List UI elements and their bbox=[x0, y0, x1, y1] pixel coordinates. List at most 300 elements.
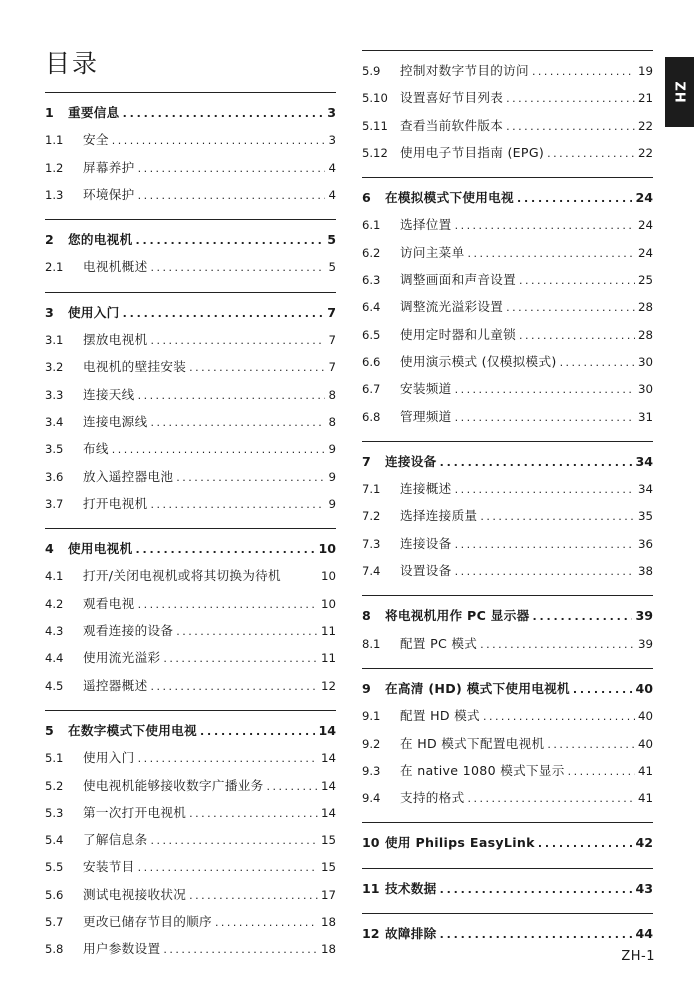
toc-chapter-block bbox=[362, 868, 653, 905]
toc-entry-title: 了解信息条 bbox=[83, 832, 148, 848]
toc-entry-number: 7.3 bbox=[362, 536, 381, 551]
toc-leader-dots bbox=[150, 334, 325, 347]
toc-leader-dots bbox=[538, 837, 633, 850]
toc-entry-title: 选择位置 bbox=[400, 217, 452, 233]
toc-entry-title: 支持的格式 bbox=[400, 790, 465, 806]
toc-entry-title: 在数字模式下使用电视 bbox=[68, 722, 197, 738]
toc-entry-number: 4.5 bbox=[45, 678, 64, 693]
toc-leader-dots bbox=[573, 683, 633, 696]
toc-entry-page: 35 bbox=[637, 509, 653, 524]
toc-entry-number: 6.5 bbox=[362, 327, 381, 342]
toc-entry-number: 6.2 bbox=[362, 245, 381, 260]
toc-chapter-block bbox=[45, 528, 336, 702]
toc-entry-title: 控制对数字节目的访问 bbox=[400, 63, 529, 78]
toc-entry-number: 3.2 bbox=[45, 360, 64, 375]
toc-entry-number: 5.7 bbox=[45, 915, 64, 930]
toc-leader-dots bbox=[138, 389, 326, 402]
toc-section-entry[interactable] bbox=[362, 214, 653, 241]
toc-chapter-block bbox=[362, 822, 653, 859]
toc-entry-number: 1 bbox=[45, 105, 54, 120]
toc-entry-page: 22 bbox=[637, 118, 653, 133]
toc-leader-dots bbox=[150, 261, 325, 274]
toc-leader-dots bbox=[189, 361, 325, 374]
toc-entry-page: 12 bbox=[320, 678, 336, 693]
toc-chapter-entry[interactable] bbox=[362, 832, 653, 859]
toc-entry-title: 连接设备 bbox=[385, 453, 437, 469]
toc-section-entry[interactable] bbox=[362, 787, 653, 814]
toc-leader-dots bbox=[440, 883, 633, 896]
toc-section-entry[interactable] bbox=[45, 129, 336, 156]
toc-leader-dots bbox=[138, 162, 326, 175]
toc-entry-number: 3.7 bbox=[45, 496, 64, 511]
toc-entry-number: 7.2 bbox=[362, 509, 381, 524]
toc-entry-page: 31 bbox=[637, 409, 653, 424]
toc-entry-page: 34 bbox=[637, 482, 653, 497]
toc-section-entry[interactable] bbox=[362, 705, 653, 732]
toc-leader-dots bbox=[135, 234, 324, 247]
toc-entry-number: 9.4 bbox=[362, 791, 381, 806]
toc-leader-dots bbox=[189, 889, 318, 902]
toc-chapter-block bbox=[362, 595, 653, 660]
toc-section-entry[interactable] bbox=[362, 87, 653, 114]
toc-entry-page: 43 bbox=[635, 880, 653, 896]
toc-entry-title: 使用定时器和儿童锁 bbox=[400, 326, 517, 342]
toc-section-entry[interactable] bbox=[362, 760, 653, 787]
toc-leader-dots bbox=[215, 916, 318, 929]
toc-entry-title: 配置 PC 模式 bbox=[400, 635, 478, 651]
toc-section-entry[interactable] bbox=[362, 269, 653, 296]
toc-section-entry[interactable] bbox=[45, 157, 336, 184]
toc-entry-number: 6.7 bbox=[362, 382, 381, 397]
toc-entry-page: 4 bbox=[328, 187, 336, 202]
toc-entry-page: 39 bbox=[635, 608, 653, 624]
toc-entry-number: 10 bbox=[362, 835, 380, 851]
toc-entry-title: 电视机概述 bbox=[83, 259, 148, 275]
toc-chapter-entry[interactable] bbox=[362, 878, 653, 905]
toc-section-entry[interactable] bbox=[362, 378, 653, 405]
toc-entry-page: 8 bbox=[328, 414, 336, 429]
toc-leader-dots bbox=[506, 301, 635, 314]
toc-leader-dots bbox=[440, 456, 633, 469]
toc-chapter-entry[interactable] bbox=[362, 605, 653, 632]
toc-leader-dots bbox=[163, 652, 318, 665]
toc-entry-page: 38 bbox=[637, 564, 653, 579]
toc-entry-title: 放入遥控器电池 bbox=[83, 468, 174, 484]
toc-entry-number: 5.4 bbox=[45, 833, 64, 848]
toc-leader-dots bbox=[517, 192, 633, 205]
toc-leader-dots bbox=[138, 861, 318, 874]
toc-entry-page: 28 bbox=[637, 300, 653, 315]
toc-entry-number: 1.3 bbox=[45, 187, 64, 202]
toc-entry-number: 5.11 bbox=[362, 118, 388, 133]
toc-leader-dots bbox=[455, 219, 635, 232]
toc-leader-dots bbox=[163, 943, 318, 956]
page-number-footer: ZH-1 bbox=[621, 949, 655, 964]
toc-entry-title: 遥控器概述 bbox=[83, 677, 148, 693]
toc-entry-page: 3 bbox=[328, 133, 336, 148]
toc-chapter-block bbox=[362, 177, 653, 433]
toc-entry-number: 6.6 bbox=[362, 354, 381, 369]
toc-leader-dots bbox=[189, 807, 318, 820]
toc-entry-title: 摆放电视机 bbox=[83, 332, 148, 348]
toc-entry-page: 14 bbox=[320, 778, 336, 793]
toc-entry-page: 14 bbox=[318, 722, 336, 738]
toc-entry-number: 5.9 bbox=[362, 64, 381, 78]
toc-entry-number: 5.12 bbox=[362, 145, 388, 160]
toc-section-entry[interactable] bbox=[362, 505, 653, 532]
toc-entry-number: 5.1 bbox=[45, 751, 64, 766]
toc-entry-page: 5 bbox=[328, 260, 336, 275]
toc-section-entry[interactable] bbox=[45, 438, 336, 465]
toc-entry-number: 4 bbox=[45, 541, 54, 557]
toc-chapter-entry[interactable] bbox=[45, 538, 336, 565]
toc-entry-number: 9.1 bbox=[362, 709, 381, 724]
toc-entry-page: 41 bbox=[637, 763, 653, 778]
toc-entry-number: 3.4 bbox=[45, 414, 64, 429]
toc-leader-dots bbox=[568, 765, 635, 778]
toc-leader-dots bbox=[138, 598, 318, 611]
toc-entry-title: 设置喜好节目列表 bbox=[400, 90, 504, 106]
toc-leader-dots bbox=[455, 538, 635, 551]
toc-leader-dots bbox=[150, 680, 318, 693]
toc-entry-number: 2 bbox=[45, 232, 54, 248]
toc-leader-dots bbox=[455, 565, 635, 578]
toc-section-entry[interactable] bbox=[45, 775, 336, 802]
toc-entry-page: 7 bbox=[327, 304, 336, 320]
toc-leader-dots bbox=[112, 443, 326, 456]
toc-section-entry[interactable] bbox=[362, 242, 653, 269]
language-tab bbox=[665, 57, 694, 127]
toc-entry-number: 6.1 bbox=[362, 218, 381, 233]
toc-chapter-entry[interactable] bbox=[362, 451, 653, 478]
toc-entry-number: 6 bbox=[362, 190, 371, 206]
toc-leader-dots bbox=[112, 134, 326, 147]
toc-leader-dots bbox=[467, 792, 635, 805]
toc-entry-page: 10 bbox=[320, 596, 336, 611]
toc-entry-title: 布线 bbox=[83, 441, 109, 457]
toc-chapter-entry[interactable] bbox=[45, 302, 336, 329]
toc-section-entry[interactable] bbox=[45, 884, 336, 911]
toc-entry-number: 5.8 bbox=[45, 942, 64, 957]
toc-leader-dots bbox=[200, 725, 316, 738]
toc-leader-dots bbox=[455, 383, 635, 396]
toc-leader-dots bbox=[506, 120, 635, 133]
toc-section-entry[interactable] bbox=[45, 256, 336, 283]
toc-section-entry[interactable] bbox=[362, 560, 653, 587]
toc-entry-number: 3.6 bbox=[45, 469, 64, 484]
toc-chapter-block bbox=[362, 668, 653, 814]
toc-entry-page: 14 bbox=[320, 805, 336, 820]
toc-entry-title: 在 HD 模式下配置电视机 bbox=[400, 735, 545, 751]
toc-section-entry[interactable] bbox=[362, 633, 653, 660]
toc-entry-title: 观看连接的设备 bbox=[83, 623, 174, 639]
toc-entry-number: 9.3 bbox=[362, 763, 381, 778]
toc-section-entry[interactable] bbox=[45, 466, 336, 493]
toc-section-entry[interactable] bbox=[45, 329, 336, 356]
toc-entry-page: 42 bbox=[635, 835, 653, 851]
toc-entry-number: 12 bbox=[362, 926, 380, 942]
toc-entry-title: 您的电视机 bbox=[68, 232, 133, 248]
toc-entry-page: 25 bbox=[637, 273, 653, 288]
toc-entry-number: 5.6 bbox=[45, 887, 64, 902]
toc-entry-title: 使用 Philips EasyLink bbox=[385, 835, 535, 851]
toc-section-entry[interactable] bbox=[45, 856, 336, 883]
toc-section-entry[interactable] bbox=[362, 142, 653, 169]
toc-entry-number: 3.1 bbox=[45, 333, 64, 348]
toc-entry-number: 2.1 bbox=[45, 260, 64, 275]
toc-entry-number: 3.5 bbox=[45, 442, 64, 457]
toc-leader-dots bbox=[560, 356, 635, 369]
toc-entry-number: 1.2 bbox=[45, 160, 64, 175]
toc-leader-dots bbox=[519, 329, 635, 342]
toc-chapter-entry[interactable] bbox=[362, 923, 653, 950]
toc-entry-page: 8 bbox=[328, 387, 336, 402]
toc-entry-page: 10 bbox=[320, 569, 336, 584]
toc-entry-number: 3 bbox=[45, 304, 54, 320]
toc-entry-number: 4.1 bbox=[45, 569, 64, 584]
toc-entry-page: 4 bbox=[328, 160, 336, 175]
toc-chapter-entry[interactable] bbox=[45, 229, 336, 256]
toc-entry-page: 40 bbox=[637, 709, 653, 724]
toc-entry-page: 21 bbox=[637, 91, 653, 106]
toc-leader-dots bbox=[150, 834, 318, 847]
toc-entry-title: 设置设备 bbox=[400, 563, 452, 579]
toc-chapter-entry[interactable] bbox=[362, 678, 653, 705]
toc-entry-number: 9 bbox=[362, 680, 371, 696]
toc-entry-page: 24 bbox=[637, 245, 653, 260]
toc-entry-page: 9 bbox=[328, 469, 336, 484]
toc-leader-dots bbox=[483, 710, 635, 723]
toc-leader-dots bbox=[506, 92, 635, 105]
toc-entry-title: 安全 bbox=[83, 132, 109, 148]
toc-leader-dots bbox=[547, 147, 635, 160]
toc-entry-number: 1.1 bbox=[45, 133, 64, 148]
toc-entry-title: 更改已储存节目的顺序 bbox=[83, 914, 212, 930]
toc-entry-page: 39 bbox=[637, 636, 653, 651]
toc-leader-dots bbox=[267, 780, 318, 793]
toc-entry-title: 在 native 1080 模式下显示 bbox=[400, 762, 565, 778]
toc-section-entry[interactable] bbox=[362, 115, 653, 142]
toc-entry-page: 44 bbox=[635, 926, 653, 942]
toc-entry-page: 18 bbox=[320, 942, 336, 957]
toc-leader-dots bbox=[150, 416, 325, 429]
toc-entry-number: 7.1 bbox=[362, 482, 381, 497]
toc-leader-dots bbox=[519, 274, 635, 287]
toc-entry-number: 5.5 bbox=[45, 860, 64, 875]
toc-entry-title: 调整流光溢彩设置 bbox=[400, 299, 504, 315]
toc-entry-page: 10 bbox=[318, 541, 336, 557]
toc-entry-title: 连接天线 bbox=[83, 386, 135, 402]
toc-entry-title: 管理频道 bbox=[400, 408, 452, 424]
toc-entry-page: 3 bbox=[327, 105, 336, 120]
toc-entry-page: 40 bbox=[637, 736, 653, 751]
toc-chapter-entry[interactable] bbox=[45, 102, 336, 129]
toc-entry-title: 打开/关闭电视机或将其切换为待机 bbox=[83, 568, 281, 584]
toc-entry-page: 18 bbox=[320, 915, 336, 930]
toc-entry-title: 将电视机用作 PC 显示器 bbox=[385, 608, 530, 624]
toc-entry-number: 4.2 bbox=[45, 596, 64, 611]
toc-leader-dots bbox=[480, 638, 635, 651]
toc-entry-title: 故障排除 bbox=[385, 926, 437, 942]
toc-entry-title: 用户参数设置 bbox=[83, 941, 161, 957]
toc-entry-title: 屏幕养护 bbox=[83, 159, 135, 175]
toc-entry-title: 安装频道 bbox=[400, 381, 452, 397]
toc-section-entry[interactable] bbox=[45, 675, 336, 702]
toc-section-entry[interactable] bbox=[45, 493, 336, 520]
toc-entry-title: 选择连接质量 bbox=[400, 508, 478, 524]
toc-section-entry[interactable] bbox=[45, 620, 336, 647]
toc-leader-dots bbox=[480, 510, 635, 523]
toc-entry-page: 30 bbox=[637, 354, 653, 369]
toc-leader-dots bbox=[138, 189, 326, 202]
toc-leader-dots bbox=[176, 625, 318, 638]
toc-entry-title: 使用电视机 bbox=[68, 541, 133, 557]
toc-entry-page: 22 bbox=[637, 145, 653, 160]
toc-entry-page: 14 bbox=[320, 751, 336, 766]
toc-chapter-block bbox=[362, 50, 653, 169]
toc-entry-number: 4.3 bbox=[45, 624, 64, 639]
toc-entry-page: 7 bbox=[328, 360, 336, 375]
toc-section-entry[interactable] bbox=[362, 296, 653, 323]
toc-entry-page: 5 bbox=[327, 232, 336, 248]
toc-entry-page: 9 bbox=[328, 442, 336, 457]
toc-section-entry[interactable] bbox=[45, 829, 336, 856]
toc-entry-number: 4.4 bbox=[45, 651, 64, 666]
page-title: 目录 bbox=[45, 49, 100, 78]
toc-entry-number: 5.2 bbox=[45, 778, 64, 793]
toc-section-entry[interactable] bbox=[45, 565, 336, 592]
toc-entry-title: 观看电视 bbox=[83, 595, 135, 611]
toc-entry-title: 在模拟模式下使用电视 bbox=[385, 190, 514, 206]
toc-leader-dots bbox=[440, 928, 633, 941]
toc-entry-page: 15 bbox=[320, 860, 336, 875]
toc-section-entry[interactable] bbox=[45, 802, 336, 829]
toc-section-entry[interactable] bbox=[362, 324, 653, 351]
toc-entry-number: 7.4 bbox=[362, 564, 381, 579]
toc-entry-title: 使用入门 bbox=[83, 750, 135, 766]
toc-entry-page: 28 bbox=[637, 327, 653, 342]
toc-entry-page: 30 bbox=[637, 382, 653, 397]
toc-section-entry[interactable] bbox=[45, 411, 336, 438]
toc-leader-dots bbox=[150, 498, 325, 511]
toc-section-entry[interactable] bbox=[45, 184, 336, 211]
toc-entry-page: 40 bbox=[635, 680, 653, 696]
toc-chapter-block bbox=[45, 92, 336, 211]
toc-entry-page: 9 bbox=[328, 496, 336, 511]
toc-chapter-block bbox=[45, 292, 336, 520]
toc-entry-page: 7 bbox=[328, 333, 336, 348]
toc-entry-title: 使用流光溢彩 bbox=[83, 650, 161, 666]
toc-entry-title: 在高清 (HD) 模式下使用电视机 bbox=[385, 680, 570, 696]
toc-entry-number: 9.2 bbox=[362, 736, 381, 751]
toc-section-entry[interactable] bbox=[45, 356, 336, 383]
toc-entry-title: 访问主菜单 bbox=[400, 244, 465, 260]
toc-section-entry[interactable] bbox=[45, 911, 336, 938]
toc-entry-page: 15 bbox=[320, 833, 336, 848]
toc-entry-title: 使电视机能够接收数字广播业务 bbox=[83, 777, 264, 793]
toc-section-entry[interactable] bbox=[362, 60, 653, 87]
toc-entry-number: 3.3 bbox=[45, 387, 64, 402]
toc-entry-title: 电视机的壁挂安装 bbox=[83, 359, 187, 375]
toc-section-entry[interactable] bbox=[45, 384, 336, 411]
toc-entry-title: 调整画面和声音设置 bbox=[400, 272, 517, 288]
toc-entry-title: 连接电源线 bbox=[83, 413, 148, 429]
toc-entry-number: 11 bbox=[362, 880, 380, 896]
toc-entry-page: 41 bbox=[637, 791, 653, 806]
toc-entry-title: 连接设备 bbox=[400, 535, 452, 551]
toc-section-entry[interactable] bbox=[362, 478, 653, 505]
toc-leader-dots bbox=[123, 307, 325, 320]
toc-entry-page: 24 bbox=[637, 218, 653, 233]
toc-entry-title: 安装节目 bbox=[83, 859, 135, 875]
toc-entry-title: 测试电视接收状况 bbox=[83, 886, 187, 902]
toc-entry-number: 7 bbox=[362, 453, 371, 469]
toc-leader-dots bbox=[467, 247, 635, 260]
toc-entry-page: 19 bbox=[637, 64, 653, 78]
toc-entry-number: 5.3 bbox=[45, 805, 64, 820]
toc-entry-title: 重要信息 bbox=[68, 105, 120, 120]
toc-entry-page: 36 bbox=[637, 536, 653, 551]
toc-entry-number: 6.3 bbox=[362, 273, 381, 288]
toc-chapter-entry[interactable] bbox=[362, 187, 653, 214]
toc-left-column bbox=[45, 92, 336, 974]
toc-chapter-block bbox=[45, 219, 336, 284]
toc-chapter-block bbox=[362, 913, 653, 950]
toc-section-entry[interactable] bbox=[362, 351, 653, 378]
toc-entry-number: 6.4 bbox=[362, 300, 381, 315]
toc-entry-title: 第一次打开电视机 bbox=[83, 804, 187, 820]
toc-section-entry[interactable] bbox=[45, 938, 336, 965]
toc-entry-number: 8 bbox=[362, 608, 371, 624]
toc-entry-number: 8.1 bbox=[362, 636, 381, 651]
language-tab-label: ZH bbox=[672, 80, 687, 104]
toc-entry-title: 技术数据 bbox=[385, 880, 437, 896]
toc-entry-title: 环境保护 bbox=[83, 186, 135, 202]
toc-entry-page: 17 bbox=[320, 887, 336, 902]
toc-entry-title: 查看当前软件版本 bbox=[400, 117, 504, 133]
toc-chapter-entry[interactable] bbox=[45, 720, 336, 747]
toc-entry-page: 24 bbox=[635, 190, 653, 206]
toc-section-entry[interactable] bbox=[362, 733, 653, 760]
toc-leader-dots bbox=[455, 483, 635, 496]
toc-leader-dots bbox=[455, 411, 635, 424]
toc-leader-dots bbox=[547, 738, 635, 751]
toc-entry-number: 6.8 bbox=[362, 409, 381, 424]
toc-chapter-block bbox=[362, 441, 653, 587]
toc-entry-page: 34 bbox=[635, 453, 653, 469]
toc-leader-dots bbox=[176, 471, 325, 484]
toc-entry-title: 连接概述 bbox=[400, 481, 452, 497]
toc-leader-dots bbox=[138, 752, 318, 765]
toc-entry-page: 11 bbox=[320, 624, 336, 639]
toc-section-entry[interactable] bbox=[45, 747, 336, 774]
toc-entry-page: 11 bbox=[320, 651, 336, 666]
toc-section-entry[interactable] bbox=[45, 593, 336, 620]
toc-entry-title: 配置 HD 模式 bbox=[400, 708, 480, 724]
toc-entry-title: 使用电子节目指南 (EPG) bbox=[400, 144, 545, 160]
toc-entry-title: 打开电视机 bbox=[83, 495, 148, 511]
toc-entry-title: 使用演示模式 (仅模拟模式) bbox=[400, 353, 557, 369]
toc-entry-number: 5.10 bbox=[362, 91, 388, 106]
toc-leader-dots bbox=[533, 610, 633, 623]
toc-section-entry[interactable] bbox=[45, 647, 336, 674]
toc-section-entry[interactable] bbox=[362, 533, 653, 560]
toc-entry-number: 5 bbox=[45, 722, 54, 738]
toc-leader-dots bbox=[532, 65, 635, 78]
toc-entry-title: 使用入门 bbox=[68, 304, 120, 320]
toc-leader-dots bbox=[135, 543, 315, 556]
toc-section-entry[interactable] bbox=[362, 406, 653, 433]
